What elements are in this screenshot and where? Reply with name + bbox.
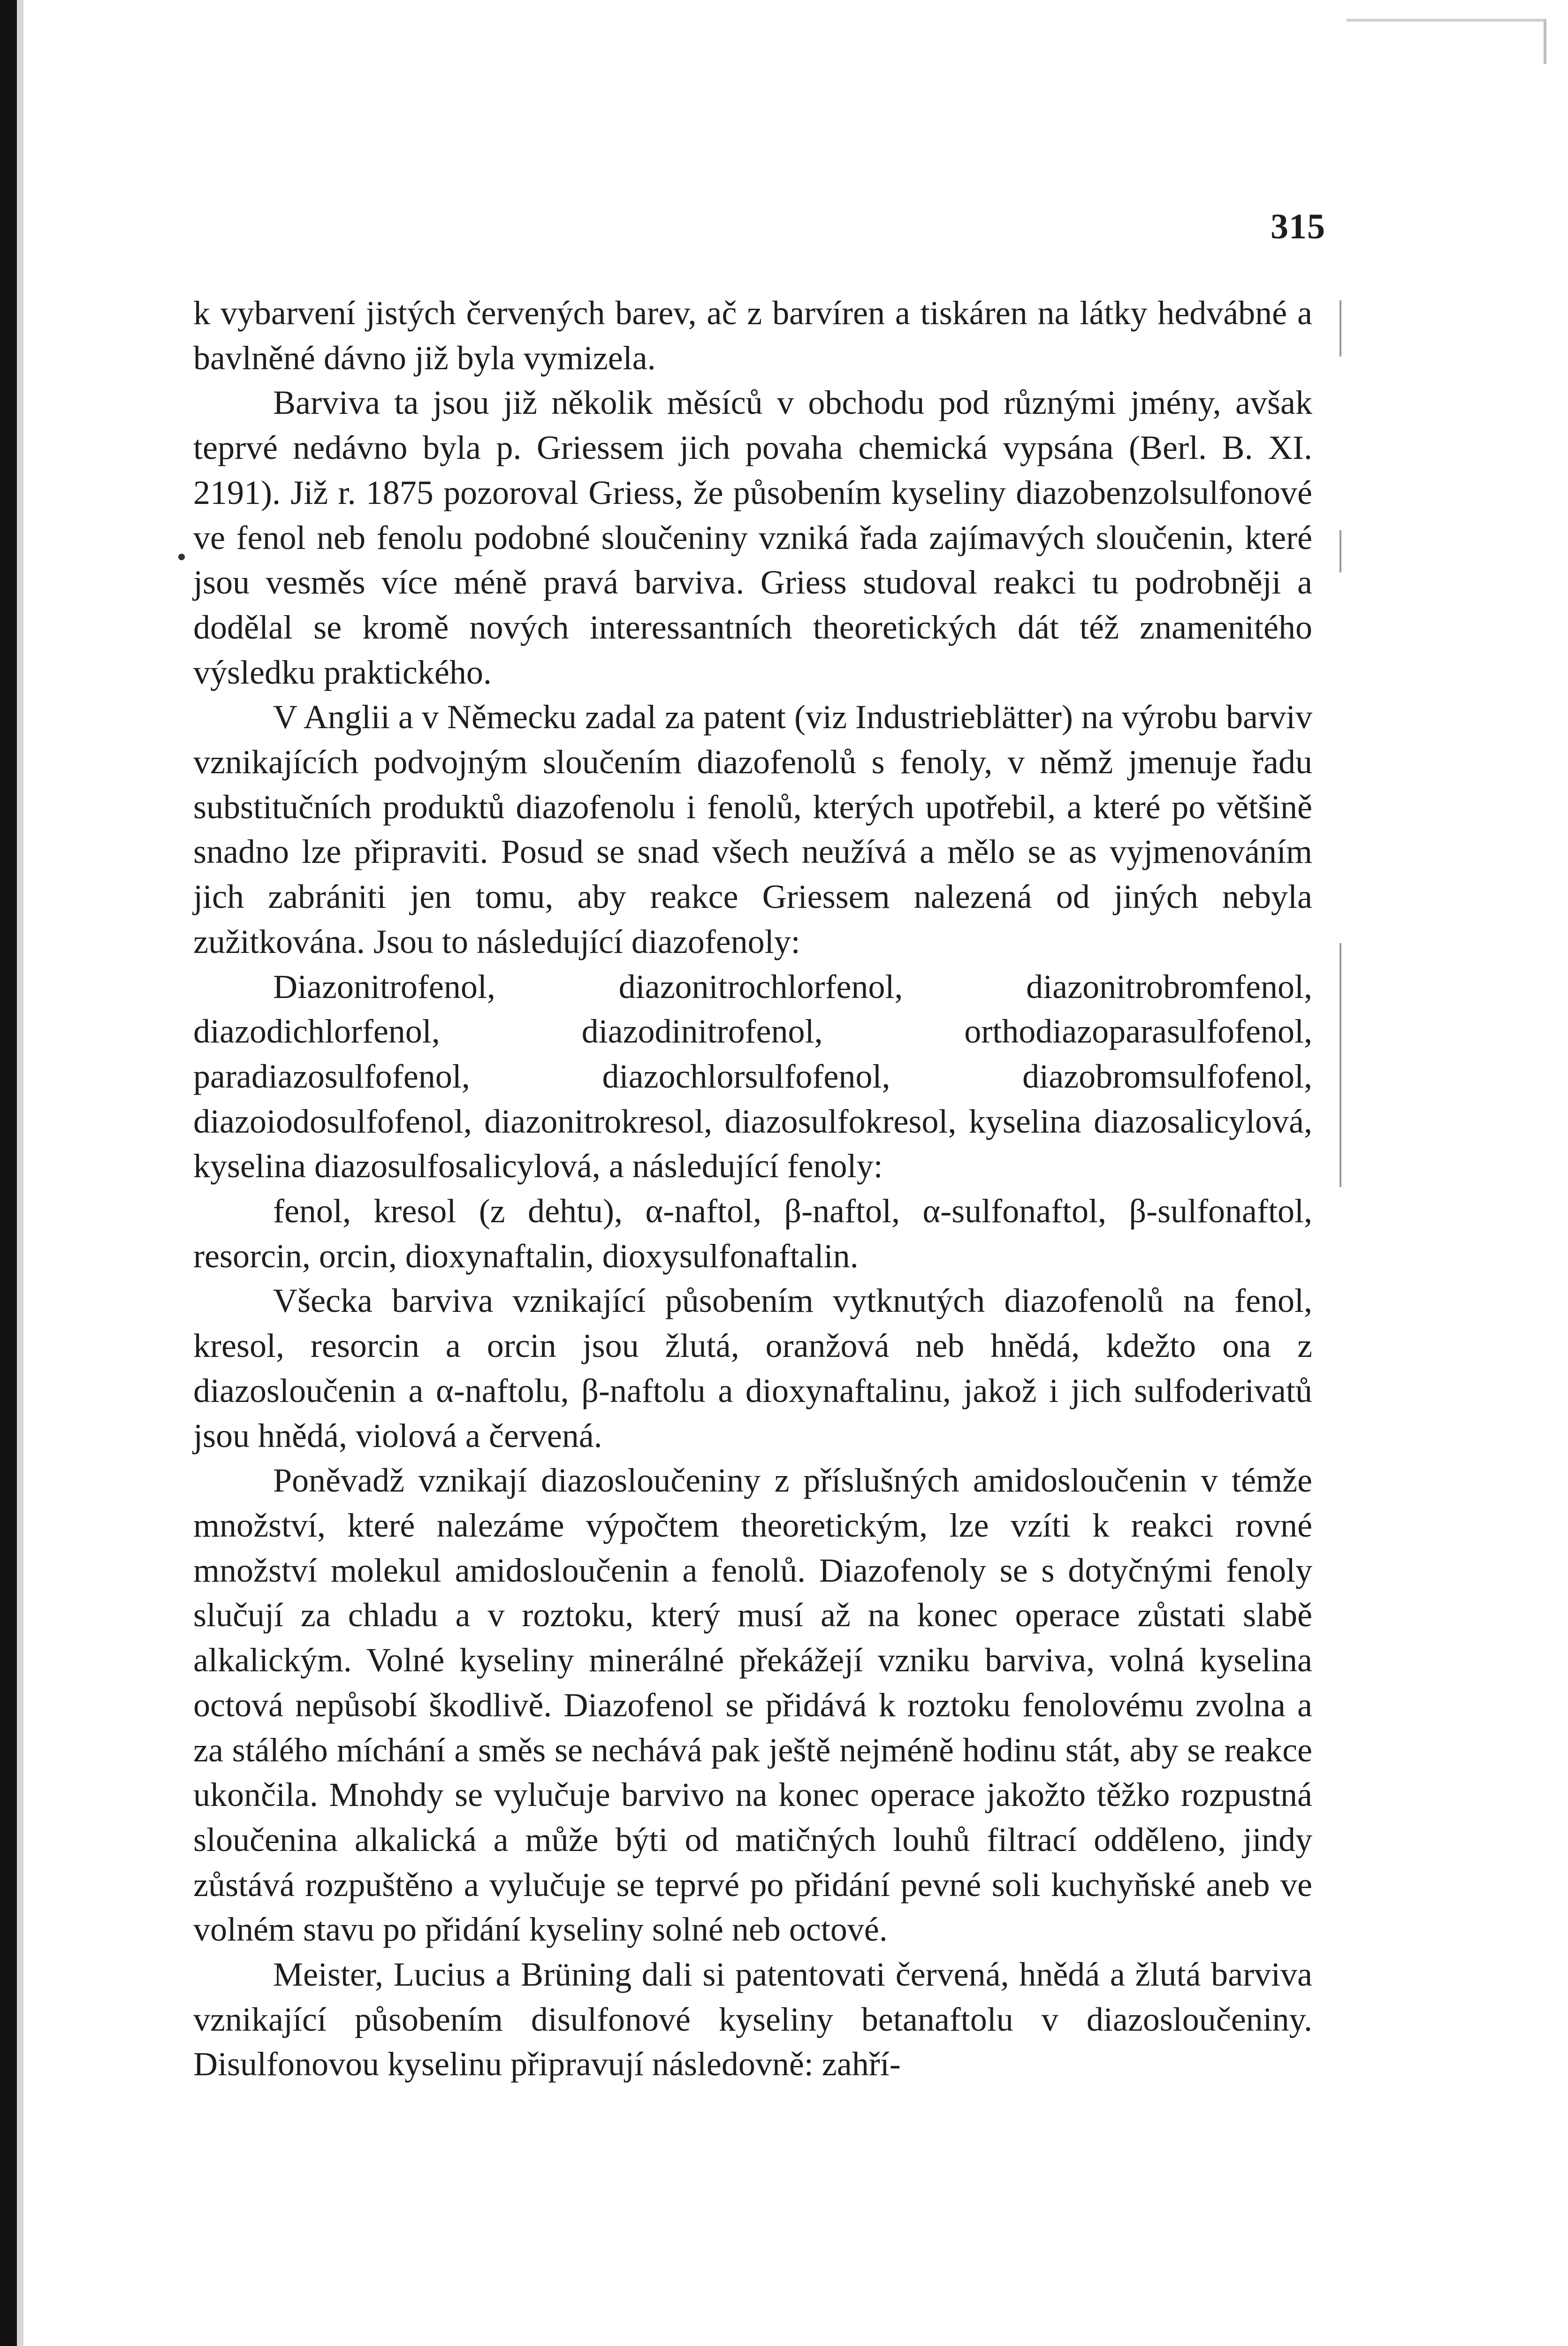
paragraph-8: Meister, Lucius a Brüning dali si patentovati červená, hnědá a žlutá barviva vznikající působením disulfonové kyseliny betanaftolu v diazosloučeniny. Disulfonovou kyselinu připravují následovně: zahří- xyxy=(193,1956,1312,2083)
scan-left-edge xyxy=(0,0,17,2346)
margin-line xyxy=(1340,943,1341,1187)
paragraph-2: Barviva ta jsou již několik měsíců v obchodu pod různými jmény, avšak teprvé nedávno byla p. Griessem jich povaha chemická vypsána (Berl. B. XI. 2191). Již r. 1875 pozoroval Griess, že působením kyseliny diazobenzolsulfonové ve fenol neb fenolu podobné sloučeniny vzniká řada zajímavých sloučenin, které jsou vesměs více méně pravá barviva. Griess studoval reakci tu podrobněji a dodělal se kromě nových interessantních theoretických dát též znamenitého výsledku praktického. xyxy=(193,384,1312,691)
margin-line xyxy=(1340,300,1341,357)
scan-left-shadow xyxy=(17,0,23,2346)
margin-line xyxy=(1340,530,1341,572)
margin-dot xyxy=(178,554,185,560)
body-text xyxy=(193,291,1312,2087)
paragraph-4: Diazonitrofenol, diazonitrochlorfenol, diazonitrobromfenol, diazodichlorfenol, diazodinitrofenol, orthodiazoparasulfofenol, paradiazosulfofenol, diazochlorsulfofenol, diazobromsulfofenol, diazoiodosulfofenol, diazonitrokresol, diazosulfokresol, kyselina diazosalicylová, kyselina diazosulfosalicylová, a následující fenoly: xyxy=(193,967,1312,1185)
paragraph-1: k vybarvení jistých červených barev, ač z barvíren a tiskáren na látky hedvábné a bavlněné dávno již byla vymizela. xyxy=(193,294,1312,377)
paragraph-6: Všecka barviva vznikající působením vytknutých diazofenolů na fenol, kresol, resorcin a orcin jsou žlutá, oranžová neb hnědá, kdežto ona z diazosloučenin a α-naftolu, β-naftolu a dioxynaftalinu, jakož i jich sulfoderivatů jsou hnědá, violová a červená. xyxy=(193,1282,1312,1455)
page-number: 315 xyxy=(1271,207,1325,246)
paragraph-3: V Anglii a v Německu zadal za patent (viz Industrieblätter) na výrobu barviv vznikajících podvojným sloučením diazofenolů s fenoly, v němž jmenuje řadu substitučních produktů diazofenolu i fenolů, kterých upotřebil, a které po většině snadno lze připraviti. Posud se snad všech neužívá a mělo se as vyjmenováním jich zabrániti jen tomu, aby reakce Griessem nalezená od jiných nebyla zužitkována. Jsou to následující diazofenoly: xyxy=(193,698,1312,960)
scan-corner-mark xyxy=(1347,19,1546,64)
paragraph-5: fenol, kresol (z dehtu), α-naftol, β-naftol, α-sulfonaftol, β-sulfonaftol, resorcin, orcin, dioxynaftalin, dioxysulfonaftalin. xyxy=(193,1192,1312,1275)
paragraph-7: Poněvadž vznikají diazosloučeniny z příslušných amidosloučenin v témže množství, které nalezáme výpočtem theoretickým, lze vzíti k reakci rovné množství molekul amidosloučenin a fenolů. Diazofenoly se s dotyčnými fenoly slučují za chladu a v roztoku, který musí až na konec operace zůstati slabě alkalickým. Volné kyseliny minerálné překážejí vzniku barviva, volná kyselina octová nepůsobí škodlivě. Diazofenol se přidává k roztoku fenolovému zvolna a za stálého míchání a směs se nechává pak ještě nejméně hodinu stát, aby se reakce ukončila. Mnohdy se vylučuje barvivo na konec operace jakožto těžko rozpustná sloučenina alkalická a může býti od matičných louhů filtrací odděleno, jindy zůstává rozpuštěno a vylučuje se teprvé po přidání pevné soli kuchyňské aneb ve volném stavu po přidání kyseliny solné neb octové. xyxy=(193,1462,1312,1949)
